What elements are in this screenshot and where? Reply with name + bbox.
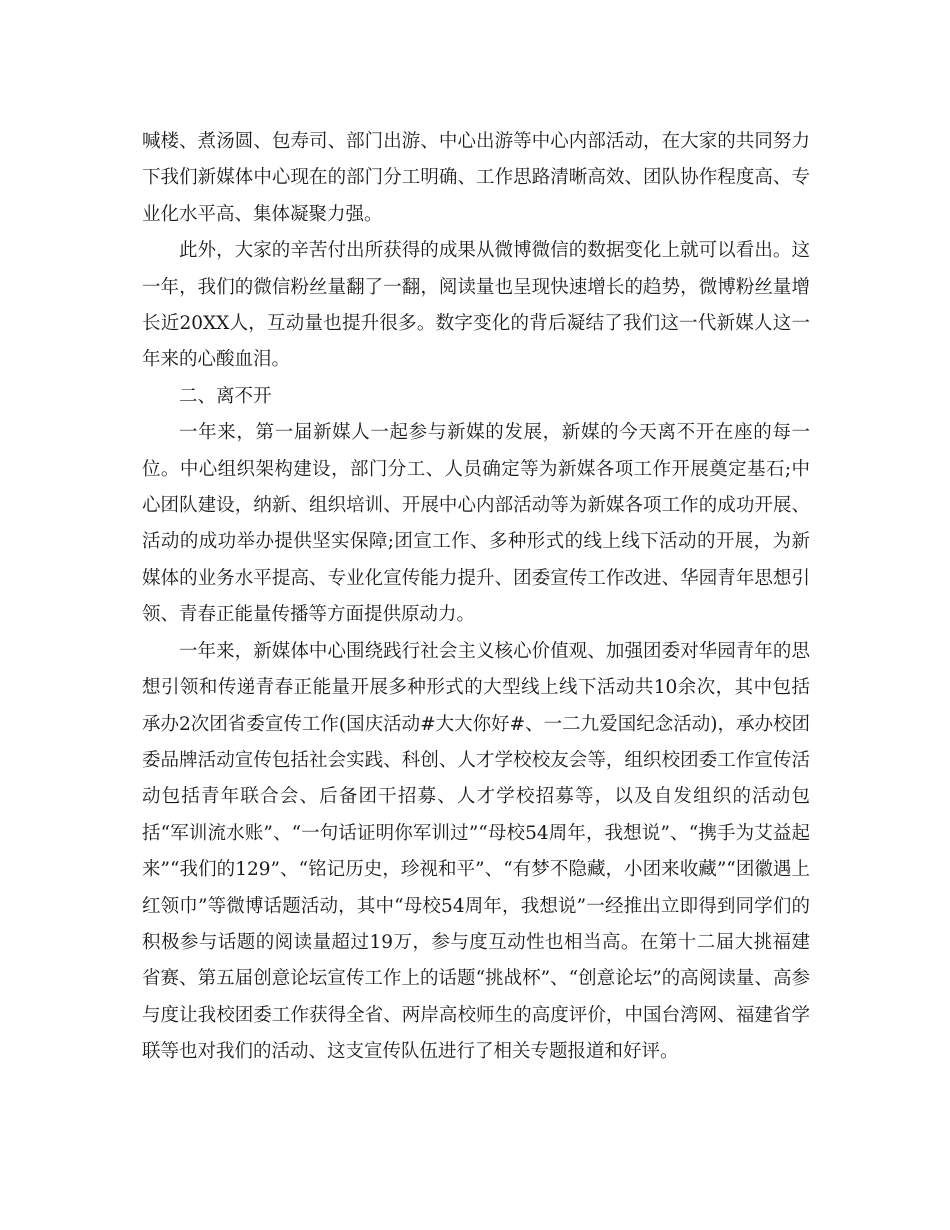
document-body: [142, 124, 810, 1071]
section-heading: 二、离不开: [179, 385, 272, 407]
paragraph-data-results: 此外，大家的辛苦付出所获得的成果从微博微信的数据变化上就可以看出。这一年，我们的微信粉丝量翻了一翻，阅读量也呈现快速增长的趋势，微博粉丝量增长近20XX人，互动量也提升很多。数字变化的背后凝结了我们这一代新媒人这一年来的心酸血泪。: [142, 240, 810, 371]
paragraph-team-activities: 喊楼、煮汤圆、包寿司、部门出游、中心出游等中心内部活动，在大家的共同努力下我们新媒体中心现在的部门分工明确、工作思路清晰高效、团队协作程度高、专业化水平高、集体凝聚力强。: [142, 131, 810, 225]
paragraph-activities-summary: 一年来，新媒体中心围绕践行社会主义核心价值观、加强团委对华园青年的思想引领和传递青春正能量开展多种形式的大型线上线下活动共10余次，其中包括承办2次团省委宣传工作(国庆活动#大大你好#、一二九爱国纪念活动)，承办校团委品牌活动宣传包括社会实践、科创、人才学校校友会等，组织校团委工作宣传活动包括青年联合会、后备团干招募、人才学校招募等，以及自发组织的活动包括“军训流水账”、“一句话证明你军训过”“母校54周年，我想说”、“携手为艾益起来”“我们的129”、“铭记历史，珍视和平”、“有梦不隐藏，小团来收藏”“团徽遇上红领巾”等微博话题活动，其中“母校54周年，我想说”一经推出立即得到同学们的积极参与话题的阅读量超过19万，参与度互动性也相当高。在第十二届大挑福建省赛、第五届创意论坛宣传工作上的话题“挑战杯”、“创意论坛”的高阅读量、高参与度让我校团委工作获得全省、两岸高校师生的高度评价，中国台湾网、福建省学联等也对我们的活动、这支宣传队伍进行了相关专题报道和好评。: [142, 640, 810, 1063]
paragraph-first-generation: 一年来，第一届新媒人一起参与新媒的发展，新媒的今天离不开在座的每一位。中心组织架构建设，部门分工、人员确定等为新媒各项工作开展奠定基石;中心团队建设，纳新、组织培训、开展中心内部活动等为新媒各项工作的成功开展、活动的成功举办提供坚实保障;团宣工作、多种形式的线上线下活动的开展，为新媒体的业务水平提高、专业化宣传能力提升、团委宣传工作改进、华园青年思想引领、青春正能量传播等方面提供原动力。: [142, 422, 810, 626]
